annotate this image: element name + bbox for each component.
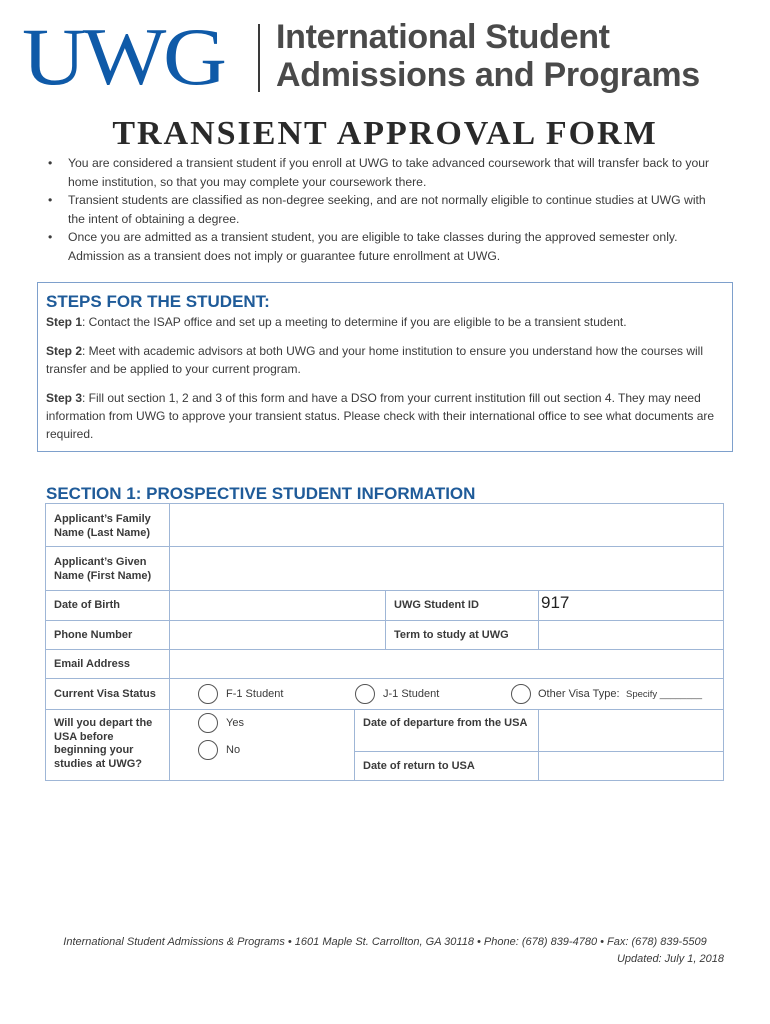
step-2 [46,342,726,378]
intro-bullet-text: Transient students are classified as non-degree seeking, and are not normally eligible to continue studies at UWG with the intent of obtaining a degree. [68,193,706,226]
email-field[interactable] [169,649,724,679]
header-divider [258,24,260,92]
term-label: Term to study at UWG [394,629,509,641]
family-name-label: Applicant’s Family Name (Last Name) [54,513,151,539]
departure-date-label: Date of departure from the USA [363,717,528,729]
step-label: Step 3 [46,391,83,405]
dob-field[interactable] [169,590,386,621]
depart-no-radio[interactable] [198,740,218,760]
student-id-label: UWG Student ID [394,599,479,611]
depart-yes-label: Yes [226,717,244,729]
form-title: TRANSIENT APPROVAL FORM [112,115,658,152]
departure-date-label-cell [354,709,539,752]
department-name-line2: Admissions and Programs [276,56,700,94]
footer-address: International Student Admissions & Programs • 1601 Maple St. Carrollton, GA 30118 • Phone: (678) 839-4780 • Fax: (678) 839-5509 [63,936,707,948]
return-date-field[interactable] [538,751,724,781]
step-text: : Fill out section 1, 2 and 3 of this form and have a DSO from your current institution fill out section 4. They may need information from UWG to approve your transient status. Please check with their international office to see what documents are required. [46,391,715,441]
bullet-icon: • [48,230,53,244]
steps-title: STEPS FOR THE STUDENT: [46,292,270,311]
departure-date-field[interactable] [538,709,724,752]
visa-other-label: Other Visa Type: [538,688,620,700]
depart-yes-radio[interactable] [198,713,218,733]
footer-updated-date: Updated: July 1, 2018 [616,953,724,965]
intro-bullet-list [46,154,716,265]
intro-bullet [46,154,716,191]
visa-f1-label: F-1 Student [226,688,284,700]
visa-other-radio[interactable] [511,684,531,704]
uwg-logo: UWG [22,11,224,102]
given-name-field[interactable] [169,546,724,591]
intro-bullet [46,191,716,228]
depart-no-label: No [226,744,241,756]
step-text: : Contact the ISAP office and set up a meeting to determine if you are eligible to be a transient student. [82,315,627,329]
section1-title: SECTION 1: PROSPECTIVE STUDENT INFORMATION [46,484,476,503]
depart-question-label: Will you depart the USA before beginning your studies at UWG? [54,717,153,770]
intro-bullet-text: Once you are admitted as a transient student, you are eligible to take classes during the approved semester only. Admission as a transient does not imply or guarantee future enrollment at UWG. [68,230,678,263]
department-name-line1: International Student [276,18,610,56]
bullet-icon: • [48,156,53,170]
return-date-label: Date of return to USA [363,760,475,772]
depart-options-cell [169,709,355,781]
phone-label: Phone Number [54,629,133,641]
student-id-value: 917 [541,593,570,612]
bullet-icon: • [48,193,53,207]
given-name-label: Applicant’s Given Name (First Name) [54,556,152,582]
intro-bullet-text: You are considered a transient student if you enroll at UWG to take advanced coursework that will transfer back to your home institution, so that you may complete your coursework there. [68,156,710,189]
family-name-field[interactable] [169,503,724,547]
step-label: Step 1 [46,315,83,329]
email-label: Email Address [54,658,131,670]
visa-other-specify[interactable]: Specify ________ [626,689,703,700]
term-field[interactable] [538,620,724,650]
dob-label: Date of Birth [54,599,120,611]
visa-f1-radio[interactable] [198,684,218,704]
department-name [276,18,700,94]
step-label: Step 2 [46,344,83,358]
step-1 [46,313,726,331]
visa-label: Current Visa Status [54,688,156,700]
phone-field[interactable] [169,620,386,650]
visa-j1-label: J-1 Student [383,688,440,700]
intro-bullet [46,228,716,265]
step-text: : Meet with academic advisors at both UWG and your home institution to ensure you understand how the courses will transfer and be applied to your current program. [46,344,703,376]
student-info-table [45,503,724,781]
visa-j1-radio[interactable] [355,684,375,704]
step-3 [46,389,726,443]
